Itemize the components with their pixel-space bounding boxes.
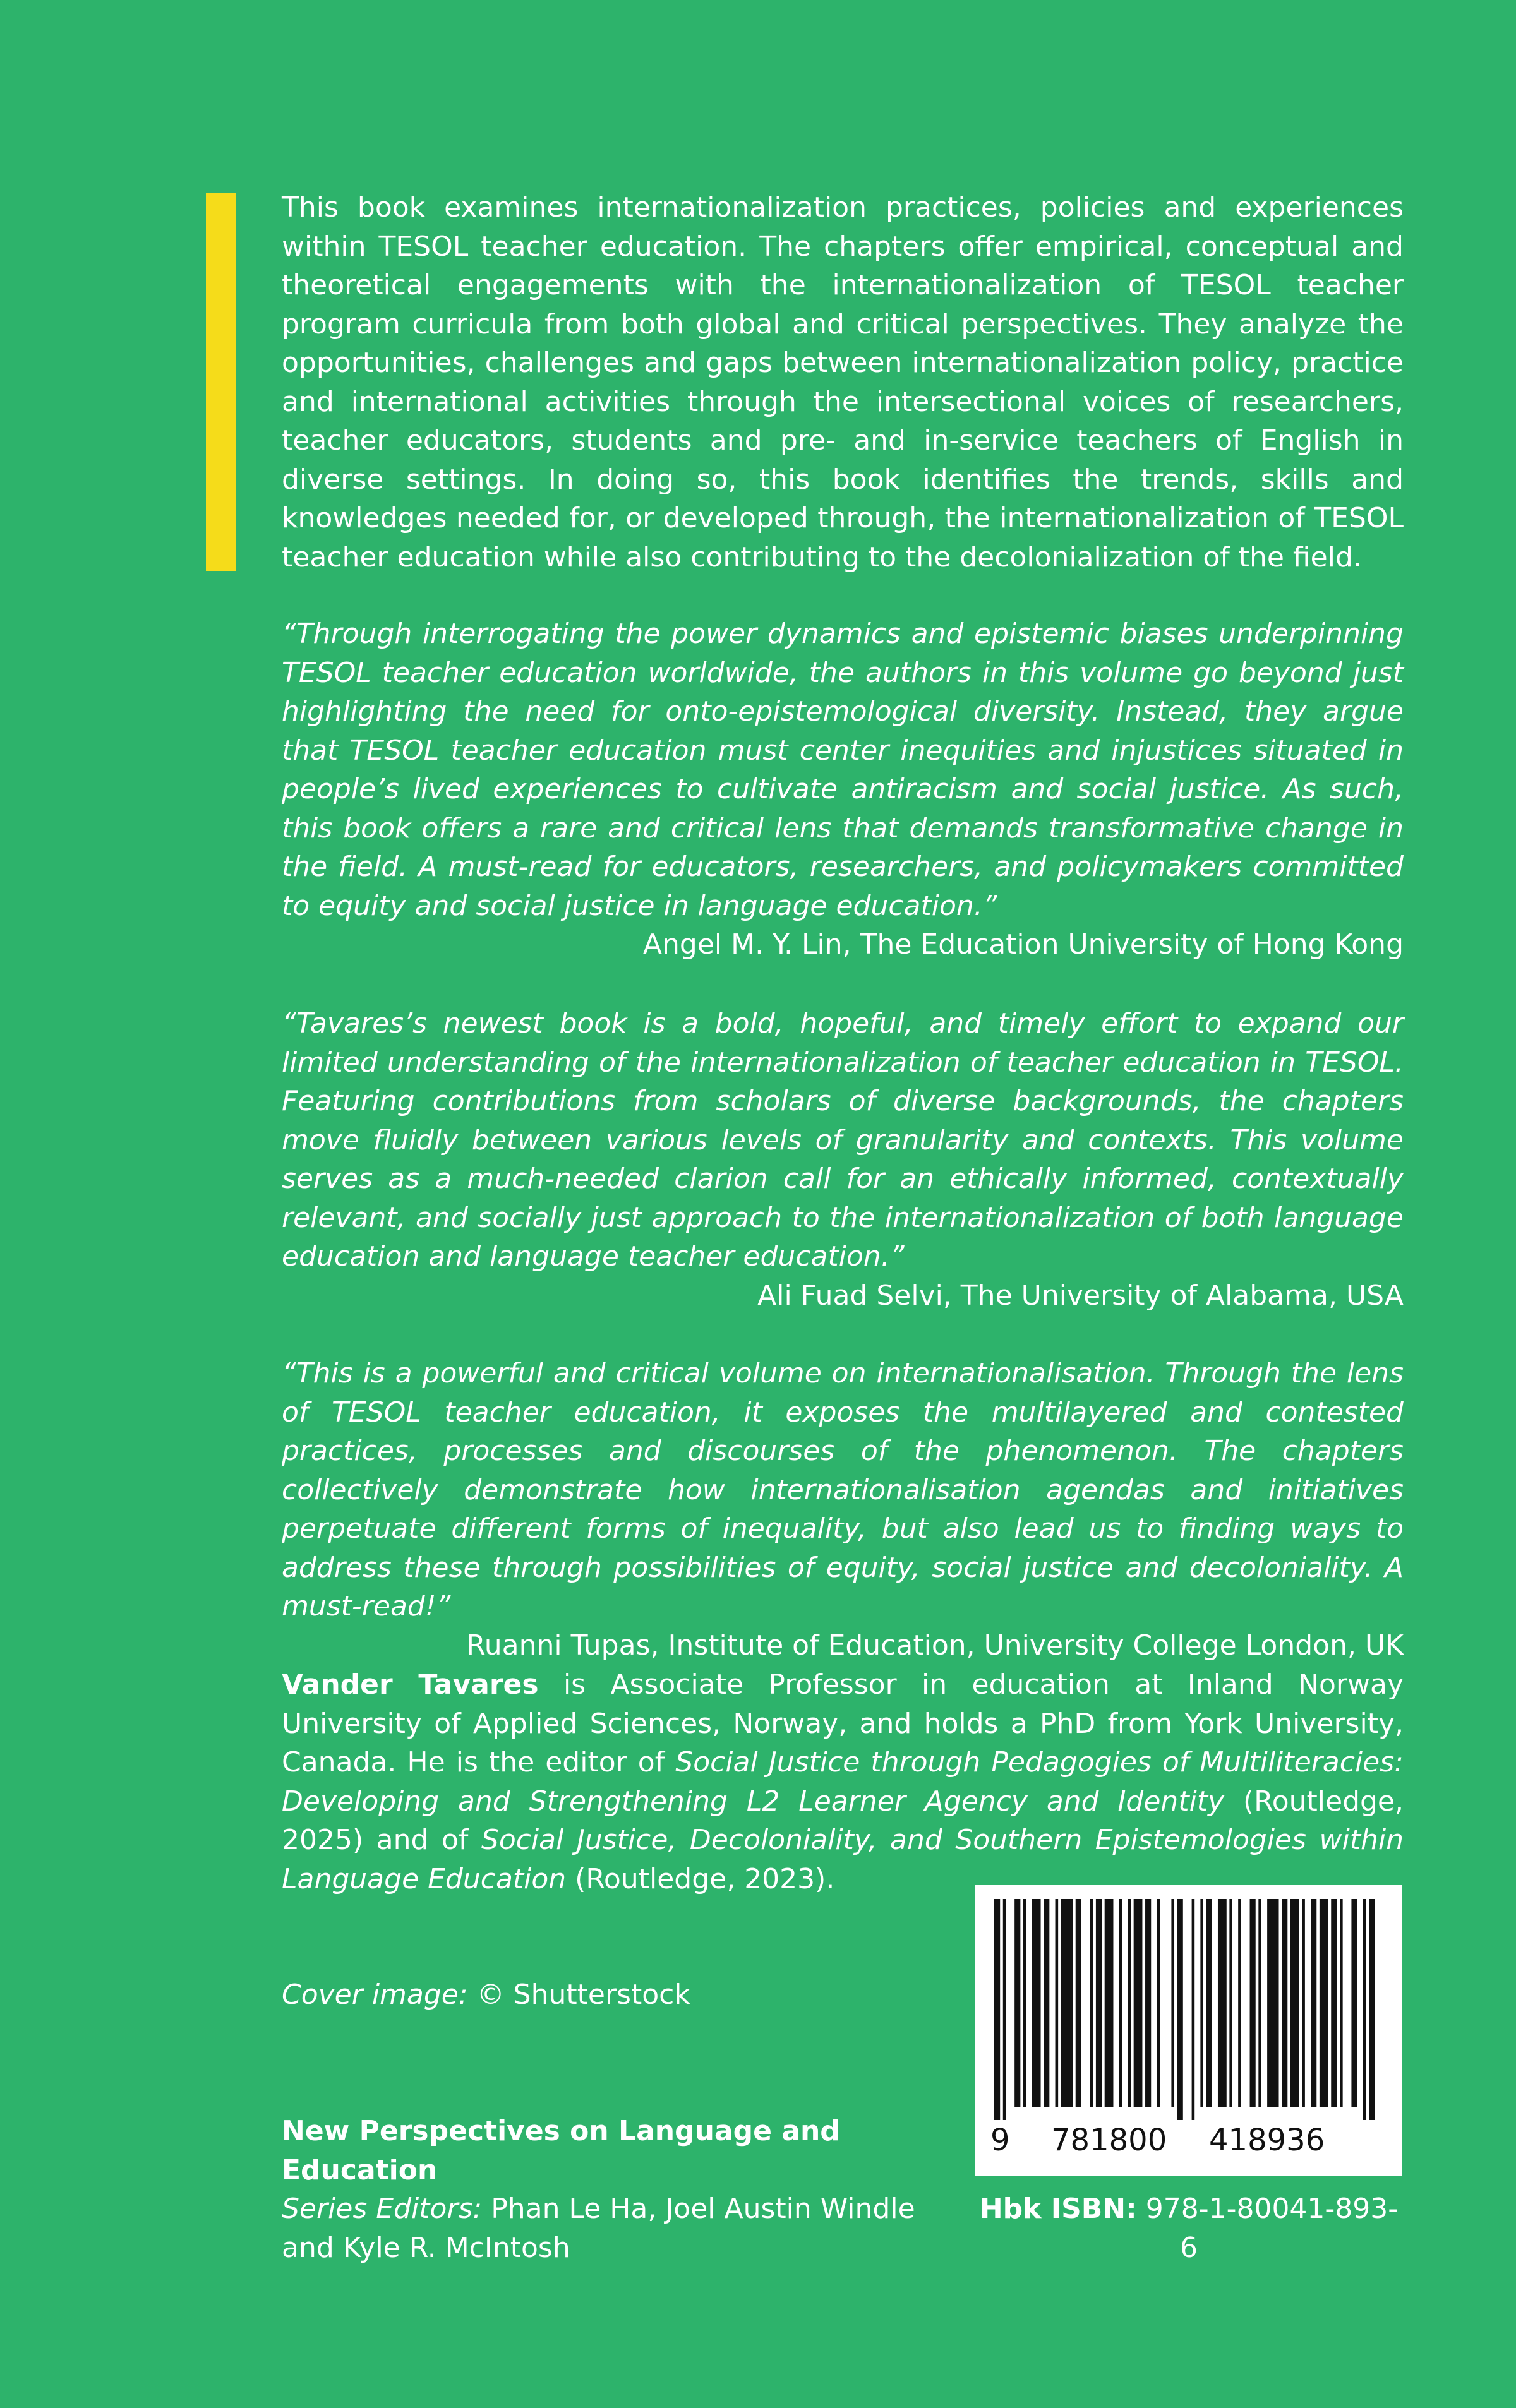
- barcode-bar: [1145, 1899, 1151, 2107]
- barcode-bars: [994, 1899, 1383, 2120]
- barcode-bar: [1250, 1899, 1256, 2107]
- isbn-label: Hbk ISBN:: [979, 2193, 1137, 2225]
- barcode-bar: [1061, 1899, 1073, 2107]
- barcode-bar: [1218, 1899, 1227, 2107]
- barcode-bar: [1023, 1899, 1026, 2107]
- barcode-bar: [1351, 1899, 1357, 2107]
- barcode-bar: [1032, 1899, 1041, 2107]
- series-info: [282, 2112, 951, 2267]
- series-editors-cont: and Kyle R. McIntosh: [282, 2231, 570, 2264]
- barcode-digits-right: 418936: [1209, 2123, 1325, 2158]
- barcode-bar: [1363, 1899, 1366, 2120]
- barcode-bar: [1282, 1899, 1287, 2107]
- barcode-bar: [1128, 1899, 1131, 2107]
- barcode-bar: [1076, 1899, 1081, 2107]
- author-bio-text: Vander Tavares is Associate Professor in education at Inland Norway University of Applied Sciences, Norway, and holds a PhD from York University, Canada. He is the editor of Social Justice through Pedagogies of Multiliteracies: Developing and Strengthening L2 Learner Agency and Identity (Routledge, 2025) and of Social Justice, Decoloniality, and Southern Epistemologies within Language Education (Routledge, 2023).: [282, 1668, 1404, 1895]
- barcode-bar: [994, 1899, 1000, 2120]
- book-title: Social Justice, Decoloniality, and Southern Epistemologies within Language Education: [282, 1824, 1404, 1895]
- series-editors-label: Series Editors:: [282, 2193, 483, 2225]
- barcode-bar: [1177, 1899, 1183, 2120]
- barcode-bar: [1267, 1899, 1278, 2107]
- endorsement-quote: “Through interrogating the power dynamics and epistemic biases underpinning TESOL teacher education worldwide, the authors in this volume go beyond just highlighting the need for onto-epistemological diversity. Instead, they argue that TESOL teacher education must center inequities and injustices situated in people’s lived experiences to cultivate antiracism and social justice. As such, this book offers a rare and critical lens that demands transformative change in the field. A must-read for educators, researchers, and policymakers committed to equity and social justice in language education.”: [282, 618, 1404, 922]
- barcode-bar: [1192, 1899, 1195, 2120]
- barcode-bar: [1171, 1899, 1174, 2107]
- barcode-digits-left: 781800: [1051, 2123, 1167, 2158]
- endorsement-1: [282, 614, 1404, 964]
- barcode-bar: [1014, 1899, 1020, 2107]
- barcode-bar: [1290, 1899, 1299, 2107]
- barcode-bar: [1119, 1899, 1122, 2107]
- isbn-value: 978-1-80041-893-6: [1136, 2193, 1399, 2264]
- intro-block: [282, 188, 1404, 577]
- endorsement-quote: “This is a powerful and critical volume on internationalisation. Through the lens of TESOL teacher education, it exposes the multilayered and contested practices, processes and discourses of the phenomenon. The chapters collectively demonstrate how internationalisation agendas and initiatives perpetuate different forms of inequality, but also lead us to finding ways to address these through possibilities of equity, social justice and decoloniality. A must-read!”: [282, 1357, 1404, 1622]
- barcode-bar: [1206, 1899, 1212, 2107]
- barcode-bar: [1157, 1899, 1160, 2107]
- barcode-bar: [1340, 1899, 1343, 2107]
- isbn: [975, 2189, 1402, 2267]
- barcode-bar: [1056, 1899, 1059, 2107]
- endorsement-author: Ali Fuad Selvi, The University of Alabama, USA: [757, 1279, 1404, 1312]
- barcode-bar: [1096, 1899, 1102, 2107]
- barcode-bar: [1229, 1899, 1232, 2107]
- author-bio: [282, 1665, 1404, 1898]
- barcode-bar: [1331, 1899, 1337, 2107]
- barcode-bar: [1320, 1899, 1328, 2107]
- barcode-bar: [1090, 1899, 1093, 2107]
- barcode-bar: [1200, 1899, 1203, 2107]
- barcode-bar: [1134, 1899, 1143, 2107]
- endorsement-author: Angel M. Y. Lin, The Education University of Hong Kong: [642, 928, 1404, 961]
- barcode-bar: [1311, 1899, 1316, 2107]
- intro-text: This book examines internationalization practices, policies and experiences within TESOL teacher education. The chapters offer empirical, conceptual and theoretical engagements with the internationalization of TESOL teacher program curricula from both global and critical perspectives. They analyze the opportunities, challenges and gaps between internationalization policy, practice and international activities through the intersectional voices of researchers, teacher educators, students and pre- and in-service teachers of English in diverse settings. In doing so, this book identifies the trends, skills and knowledges needed for, or developed through, the internationalization of TESOL teacher education while also contributing to the decolonialization of the field.: [282, 191, 1404, 573]
- endorsement-author: Ruanni Tupas, Institute of Education, University College London, UK: [466, 1629, 1404, 1662]
- book-title: Social Justice through Pedagogies of Multiliteracies: Developing and Strengthening L2 Learner Agency and Identity: [282, 1746, 1404, 1818]
- accent-bar: [206, 193, 236, 571]
- barcode-bar: [1105, 1899, 1114, 2107]
- endorsement-quote: “Tavares’s newest book is a bold, hopeful, and timely effort to expand our limited understanding of the internationalization of teacher education in TESOL. Featuring contributions from scholars of diverse backgrounds, the chapters move fluidly between various levels of granularity and contexts. This volume serves as a much-needed clarion call for an ethically informed, contextually relevant, and socially just approach to the internationalization of both language education and language teacher education.”: [282, 1007, 1404, 1273]
- barcode-bar: [1258, 1899, 1261, 2107]
- barcode-bar: [1302, 1899, 1305, 2107]
- endorsement-3: [282, 1354, 1404, 1665]
- barcode-bar: [1369, 1899, 1375, 2120]
- cover-credit-value: © Shutterstock: [467, 1979, 690, 2011]
- cover-credit-label: Cover image:: [282, 1979, 468, 2011]
- author-name: Vander Tavares: [282, 1668, 539, 1701]
- barcode-bar: [1238, 1899, 1241, 2107]
- series-editors: Phan Le Ha, Joel Austin Windle: [482, 2193, 915, 2225]
- barcode-bar: [1003, 1899, 1006, 2120]
- series-title: New Perspectives on Language and Education: [282, 2115, 840, 2186]
- barcode: [975, 1885, 1402, 2176]
- barcode-digit-lead: 9: [990, 2123, 1010, 2158]
- barcode-bar: [1044, 1899, 1049, 2107]
- endorsement-2: [282, 1004, 1404, 1315]
